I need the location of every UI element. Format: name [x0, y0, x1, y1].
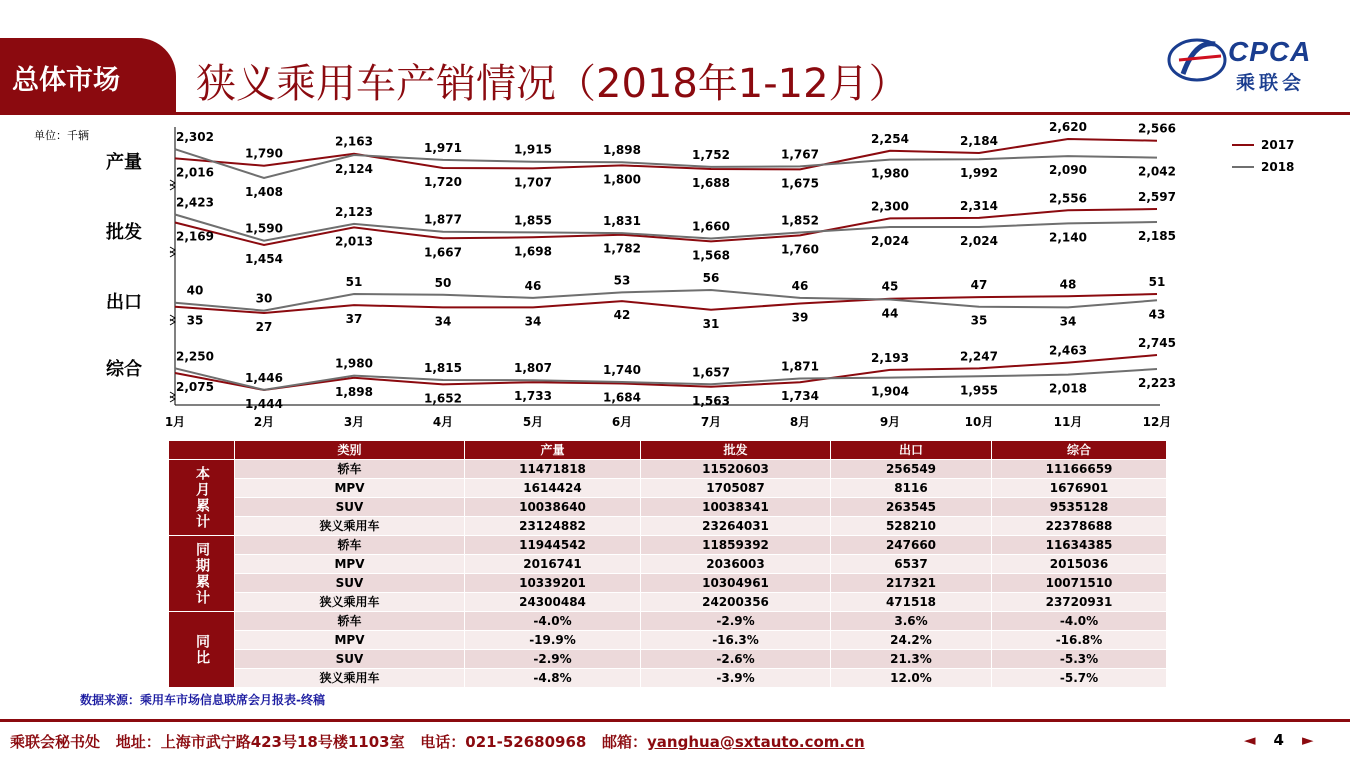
table-value-cell: 11634385 — [992, 536, 1167, 555]
data-label: 56 — [702, 271, 720, 285]
table-row — [169, 593, 1167, 612]
series-line-2018 — [175, 212, 1157, 241]
table-header-cell: 出口 — [831, 441, 992, 460]
data-label: 1,790 — [245, 146, 283, 161]
table-group-label: 本月累计 — [169, 460, 235, 536]
table-row — [169, 612, 1167, 631]
data-label: 1,752 — [692, 147, 730, 162]
data-label: 2,193 — [871, 350, 909, 365]
x-tick-label: 9月 — [879, 415, 901, 429]
data-label: 47 — [970, 278, 988, 293]
logo-cn: 乘联会 — [1236, 72, 1306, 94]
summary-table — [168, 440, 1167, 688]
data-label: 43 — [1148, 307, 1166, 322]
data-label: 1,852 — [781, 213, 819, 228]
table-value-cell: 10038341 — [641, 498, 831, 517]
table-value-cell: 12.0% — [831, 669, 992, 688]
legend-item-2017 — [1232, 134, 1294, 156]
line-chart — [0, 115, 1230, 437]
table-value-cell: 21.3% — [831, 650, 992, 669]
data-label: 1,971 — [424, 140, 462, 155]
data-label: 1,904 — [871, 384, 909, 399]
axis-break-icon — [170, 247, 175, 257]
x-tick-label: 12月 — [1142, 415, 1172, 429]
table-value-cell: 9535128 — [992, 498, 1167, 517]
table-header-cell: 综合 — [992, 441, 1167, 460]
table-value-cell: 10038640 — [465, 498, 641, 517]
data-label: 1,408 — [245, 185, 283, 199]
x-tick-label: 11月 — [1053, 415, 1083, 429]
data-label: 51 — [1148, 275, 1166, 289]
table-row — [169, 669, 1167, 688]
data-label: 2,302 — [176, 130, 214, 145]
table-row — [169, 498, 1167, 517]
table-category-cell: SUV — [235, 574, 465, 593]
table-value-cell: 217321 — [831, 574, 992, 593]
table-header-cell: 类别 — [235, 441, 465, 460]
chart-legend — [1232, 134, 1294, 178]
table-value-cell: 11166659 — [992, 460, 1167, 479]
data-label: 1,657 — [692, 365, 730, 380]
legend-swatch-2017 — [1232, 144, 1254, 146]
table-value-cell: 10304961 — [641, 574, 831, 593]
table-value-cell: 23720931 — [992, 593, 1167, 612]
table-row — [169, 631, 1167, 650]
x-tick-label: 5月 — [522, 415, 544, 429]
data-label: 45 — [881, 279, 899, 294]
table-group-label: 同比 — [169, 612, 235, 688]
data-label: 1,877 — [424, 212, 462, 227]
series-line-2017 — [175, 355, 1157, 390]
table-value-cell: 2016741 — [465, 555, 641, 574]
data-label: 1,831 — [603, 214, 641, 229]
data-label: 1,444 — [245, 397, 283, 411]
table-value-cell: -2.6% — [641, 650, 831, 669]
data-label: 1,707 — [514, 175, 552, 190]
data-label: 1,652 — [424, 391, 462, 406]
panel-title: 批发 — [106, 222, 142, 243]
data-label: 1,855 — [514, 213, 552, 228]
panel-title: 综合 — [106, 359, 142, 380]
data-source: 数据来源：乘用车市场信息联席会月报表-终稿 — [80, 693, 325, 707]
table-category-cell: MPV — [235, 555, 465, 574]
table-value-cell: 23264031 — [641, 517, 831, 536]
data-label: 1,807 — [514, 361, 552, 376]
data-label: 46 — [524, 278, 542, 293]
next-page-icon[interactable]: ► — [1301, 731, 1314, 749]
x-tick-label: 8月 — [789, 415, 811, 429]
table-category-cell: 狭义乘用车 — [235, 517, 465, 536]
data-label: 34 — [1059, 314, 1077, 329]
data-label: 1,980 — [335, 356, 373, 371]
data-label: 2,090 — [1049, 163, 1087, 178]
table-value-cell: -4.8% — [465, 669, 641, 688]
table-category-cell: MPV — [235, 631, 465, 650]
data-label: 2,423 — [176, 195, 214, 210]
table-category-cell: MPV — [235, 479, 465, 498]
table-value-cell: -3.9% — [641, 669, 831, 688]
data-label: 1,871 — [781, 359, 819, 374]
data-label: 39 — [791, 310, 809, 325]
data-label: 31 — [702, 316, 720, 331]
data-label: 1,698 — [514, 244, 552, 259]
x-tick-label: 3月 — [343, 415, 365, 429]
series-line-2018 — [175, 368, 1157, 390]
data-label: 2,024 — [871, 234, 909, 248]
data-label: 35 — [970, 313, 988, 328]
data-label: 1,667 — [424, 245, 462, 260]
axis-break-icon — [170, 180, 175, 190]
table-value-cell: 11520603 — [641, 460, 831, 479]
data-label: 50 — [434, 275, 452, 290]
table-row — [169, 536, 1167, 555]
panel-title: 产量 — [106, 152, 142, 173]
data-label: 2,163 — [335, 134, 373, 149]
data-label: 1,782 — [603, 241, 641, 256]
table-value-cell: -4.0% — [992, 612, 1167, 631]
data-label: 53 — [613, 273, 631, 288]
legend-label-2017: 2017 — [1261, 138, 1295, 152]
footer-address: 地址：上海市武宁路423号18号楼1103室 — [115, 733, 405, 751]
table-header-cell — [169, 441, 235, 460]
table-category-cell: SUV — [235, 498, 465, 517]
data-label: 1,568 — [692, 248, 730, 263]
data-label: 2,169 — [176, 229, 214, 244]
data-label: 2,123 — [335, 204, 373, 219]
page-number: 4 — [1273, 731, 1284, 749]
pager — [1244, 731, 1314, 749]
table-category-cell: 轿车 — [235, 612, 465, 631]
table-value-cell: 23124882 — [465, 517, 641, 536]
section-tab-label: 总体市场 — [12, 65, 120, 96]
table-value-cell: 24300484 — [465, 593, 641, 612]
table-row — [169, 460, 1167, 479]
legend-item-2018 — [1232, 156, 1294, 178]
data-label: 1,675 — [781, 176, 819, 191]
data-label: 44 — [881, 306, 899, 321]
table-value-cell: 1676901 — [992, 479, 1167, 498]
series-line-2017 — [175, 209, 1157, 245]
axis-break-icon — [170, 315, 175, 325]
data-label: 27 — [255, 320, 273, 334]
section-tab[interactable] — [0, 38, 176, 112]
table-value-cell: -16.3% — [641, 631, 831, 650]
data-label: 1,767 — [781, 147, 819, 162]
data-label: 2,745 — [1138, 336, 1176, 350]
page-title: 狭义乘用车产销情况（2018年1-12月） — [196, 61, 909, 107]
table-value-cell: -19.9% — [465, 631, 641, 650]
table-row — [169, 574, 1167, 593]
footer — [10, 731, 865, 752]
table-value-cell: 11471818 — [465, 460, 641, 479]
table-row — [169, 479, 1167, 498]
axis-break-icon — [170, 392, 175, 402]
data-label: 1,446 — [245, 370, 283, 385]
data-label: 2,013 — [335, 234, 373, 249]
table-value-cell: 10339201 — [465, 574, 641, 593]
table-value-cell: 6537 — [831, 555, 992, 574]
table-header-cell: 产量 — [465, 441, 641, 460]
data-label: 2,016 — [176, 165, 214, 180]
data-label: 1,992 — [960, 166, 998, 181]
data-label: 1,898 — [603, 143, 641, 158]
table-value-cell: 24200356 — [641, 593, 831, 612]
data-label: 46 — [791, 278, 809, 293]
x-tick-label: 6月 — [611, 415, 633, 429]
table-value-cell: -5.3% — [992, 650, 1167, 669]
table-value-cell: 2036003 — [641, 555, 831, 574]
footer-email-label: 邮箱： — [602, 733, 648, 751]
data-label: 34 — [524, 314, 542, 329]
data-label: 2,223 — [1138, 376, 1176, 390]
data-label: 34 — [434, 314, 452, 329]
table-row — [169, 650, 1167, 669]
table-value-cell: 11859392 — [641, 536, 831, 555]
table-group-label: 同期累计 — [169, 536, 235, 612]
data-label: 1,800 — [603, 172, 641, 187]
data-label: 2,185 — [1138, 229, 1176, 243]
legend-swatch-2018 — [1232, 166, 1254, 168]
x-tick-label: 4月 — [432, 415, 454, 429]
table-value-cell: 528210 — [831, 517, 992, 536]
table-value-cell: 471518 — [831, 593, 992, 612]
data-label: 2,075 — [176, 380, 214, 394]
table-value-cell: 263545 — [831, 498, 992, 517]
table-category-cell: SUV — [235, 650, 465, 669]
data-label: 2,463 — [1049, 343, 1087, 358]
table-value-cell: 2015036 — [992, 555, 1167, 574]
table-value-cell: -4.0% — [465, 612, 641, 631]
table-value-cell: 8116 — [831, 479, 992, 498]
data-label: 2,314 — [960, 198, 998, 213]
data-label: 37 — [345, 312, 363, 327]
data-label: 2,597 — [1138, 190, 1176, 204]
table-category-cell: 轿车 — [235, 536, 465, 555]
table-row — [169, 517, 1167, 536]
x-tick-label: 10月 — [964, 415, 994, 429]
data-label: 30 — [255, 291, 273, 306]
data-label: 40 — [186, 283, 204, 298]
data-label: 1,815 — [424, 361, 462, 375]
data-label: 1,898 — [335, 384, 373, 399]
x-tick-label: 1月 — [164, 415, 186, 429]
table-value-cell: 247660 — [831, 536, 992, 555]
data-label: 2,042 — [1138, 164, 1176, 179]
table-value-cell: 24.2% — [831, 631, 992, 650]
data-label: 1,688 — [692, 176, 730, 190]
table-category-cell: 狭义乘用车 — [235, 669, 465, 688]
footer-rule — [0, 719, 1350, 722]
data-label: 48 — [1059, 277, 1077, 292]
footer-org: 乘联会秘书处 — [10, 733, 101, 751]
table-value-cell: 1705087 — [641, 479, 831, 498]
data-label: 2,254 — [871, 131, 909, 146]
data-label: 1,563 — [692, 393, 730, 408]
table-value-cell: 1614424 — [465, 479, 641, 498]
table-value-cell: 3.6% — [831, 612, 992, 631]
panel-title: 出口 — [106, 292, 142, 313]
table-body — [169, 460, 1167, 688]
table-value-cell: 11944542 — [465, 536, 641, 555]
data-label: 1,454 — [245, 252, 283, 266]
table-value-cell: -5.7% — [992, 669, 1167, 688]
table-category-cell: 轿车 — [235, 460, 465, 479]
footer-email-link[interactable]: yanghua@sxtauto.com.cn — [647, 733, 865, 751]
x-tick-label: 2月 — [253, 415, 275, 429]
table-value-cell: -2.9% — [465, 650, 641, 669]
data-label: 1,684 — [603, 390, 641, 405]
data-label: 2,247 — [960, 349, 998, 364]
series-line-2017 — [175, 291, 1157, 313]
data-label: 2,566 — [1138, 121, 1176, 136]
data-label: 2,184 — [960, 134, 998, 148]
data-label: 2,300 — [871, 199, 909, 214]
data-label: 1,760 — [781, 242, 819, 257]
data-label: 2,250 — [176, 349, 214, 364]
footer-phone: 电话：021-52680968 — [420, 733, 587, 751]
table-category-cell: 狭义乘用车 — [235, 593, 465, 612]
data-label: 51 — [345, 275, 363, 289]
data-label: 2,620 — [1049, 120, 1087, 134]
data-label: 1,590 — [245, 221, 283, 236]
x-tick-label: 7月 — [700, 415, 722, 429]
data-label: 2,140 — [1049, 230, 1087, 245]
logo-text: CPCA — [1228, 36, 1312, 67]
data-label: 1,720 — [424, 175, 462, 189]
legend-label-2018: 2018 — [1261, 160, 1295, 174]
data-label: 35 — [186, 313, 204, 328]
data-label: 1,660 — [692, 219, 730, 234]
table-value-cell: 10071510 — [992, 574, 1167, 593]
data-label: 1,980 — [871, 166, 909, 181]
table-value-cell: -2.9% — [641, 612, 831, 631]
table-value-cell: 22378688 — [992, 517, 1167, 536]
data-label: 42 — [613, 308, 631, 323]
table-value-cell: 256549 — [831, 460, 992, 479]
data-label: 2,556 — [1049, 191, 1087, 206]
unit-label: 单位：千辆 — [34, 129, 89, 142]
table-header-row — [169, 441, 1167, 460]
table-header-cell: 批发 — [641, 441, 831, 460]
data-label: 2,024 — [960, 234, 998, 248]
data-label: 1,733 — [514, 389, 552, 404]
data-label: 1,734 — [781, 389, 819, 404]
table-value-cell: -16.8% — [992, 631, 1167, 650]
table-row — [169, 555, 1167, 574]
prev-page-icon[interactable]: ◄ — [1244, 731, 1256, 749]
data-label: 1,915 — [514, 142, 552, 157]
data-label: 1,955 — [960, 383, 998, 398]
data-label: 1,740 — [603, 363, 641, 377]
data-label: 2,018 — [1049, 381, 1087, 396]
data-label: 2,124 — [335, 162, 373, 176]
